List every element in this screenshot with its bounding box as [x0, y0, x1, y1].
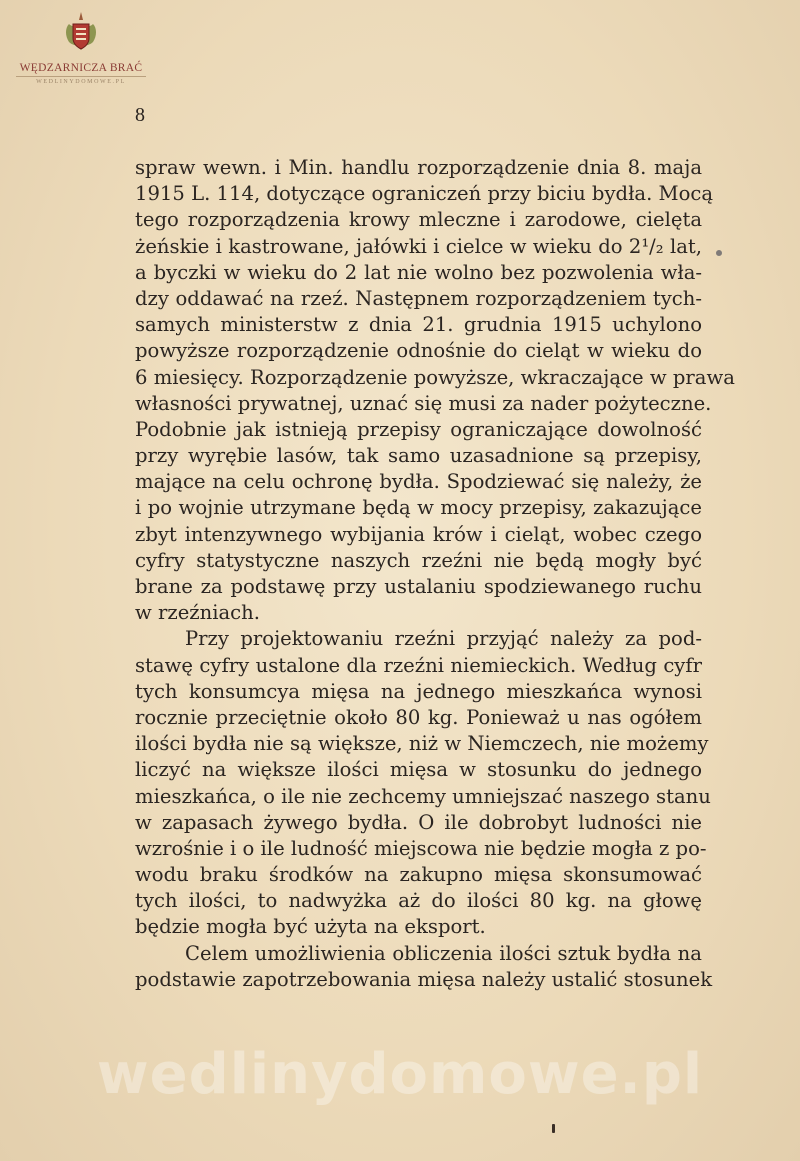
text-line: w rzeźniach.: [135, 601, 260, 625]
text-line: liczyć na większe ilości mięsa w stosunku do jednego: [135, 758, 702, 782]
text-line: wzrośnie i o ile ludność miejscowa nie będzie mogła z po-: [135, 836, 707, 860]
text-line: mające na celu ochronę bydła. Spodziewać się należy, że: [135, 470, 702, 494]
margin-ink-spot: [716, 250, 722, 256]
page-number: 8: [135, 104, 145, 126]
text-line: tych konsumcya mięsa na jednego mieszkańca wynosi: [135, 679, 702, 703]
text-line: przy wyrębie lasów, tak samo uzasadnione są przepisy,: [135, 444, 702, 468]
text-line: rocznie przeciętnie około 80 kg. Ponieważ u nas ogółem: [135, 705, 702, 729]
text-line: dzy oddawać na rzeź. Następnem rozporządzeniem tych-: [135, 286, 702, 310]
watermark: wedlinydomowe.pl: [96, 1042, 704, 1107]
text-line: w zapasach żywego bydła. O ile dobrobyt ludności nie: [135, 810, 702, 834]
text-line: 6 miesięcy. Rozporządzenie powyższe, wkraczające w prawa: [135, 365, 735, 389]
text-line: tego rozporządzenia krowy mleczne i zarodowe, cielęta: [135, 208, 702, 232]
text-line: będzie mogła być użyta na eksport.: [135, 915, 486, 939]
text-line: zbyt intenzywnego wybijania krów i cieląt, wobec czego: [135, 522, 702, 546]
text-line: tych ilości, to nadwyżka aż do ilości 80 kg. na głowę: [135, 889, 702, 913]
text-line: żeńskie i kastrowane, jałówki i cielce w wieku do 2¹/₂ lat,: [135, 234, 702, 258]
text-line: własności prywatnej, uznać się musi za nader pożyteczne.: [135, 391, 712, 415]
coat-of-arms-icon: [61, 10, 101, 56]
text-line: ilości bydła nie są większe, niż w Niemczech, nie możemy: [135, 732, 709, 756]
text-line: cyfry statystyczne naszych rzeźni nie będą mogły być: [135, 548, 702, 572]
text-line: spraw wewn. i Min. handlu rozporządzenie dnia 8. maja: [135, 156, 702, 179]
text-line: Przy projektowaniu rzeźni przyjąć należy za pod-: [185, 627, 702, 651]
text-line: i po wojnie utrzymane będą w mocy przepisy, zakazujące: [135, 496, 702, 520]
publisher-logo: [16, 10, 146, 85]
text-line: mieszkańca, o ile nie zechcemy umniejszać naszego stanu: [135, 784, 711, 808]
text-line: a byczki w wieku do 2 lat nie wolno bez pozwolenia wła-: [135, 260, 702, 284]
text-line: Podobnie jak istnieją przepisy ograniczające dowolność: [135, 417, 702, 441]
text-line: brane za podstawę przy ustalaniu spodziewanego ruchu: [135, 575, 702, 598]
text-line: wodu braku środków na zakupno mięsa skonsumować: [135, 863, 702, 887]
body-text: [135, 155, 735, 993]
logo-name: WĘDZARNICZA BRAĆ: [19, 62, 143, 74]
text-line: stawę cyfry ustalone dla rzeźni niemieckich. Według cyfr: [135, 653, 702, 677]
text-line: powyższe rozporządzenie odnośnie do cieląt w wieku do: [135, 339, 702, 363]
logo-divider: [16, 76, 146, 77]
text-line: samych ministerstw z dnia 21. grudnia 1915 uchylono: [135, 313, 702, 337]
text-line: 1915 L. 114, dotyczące ograniczeń przy biciu bydła. Mocą: [135, 182, 714, 206]
text-line: Celem umożliwienia obliczenia ilości sztuk bydła na: [185, 941, 702, 965]
ink-mark: [552, 1124, 555, 1133]
logo-url: WEDLINYDOMOWE.PL: [36, 79, 126, 85]
text-line: podstawie zapotrzebowania mięsa należy ustalić stosunek: [135, 967, 713, 991]
